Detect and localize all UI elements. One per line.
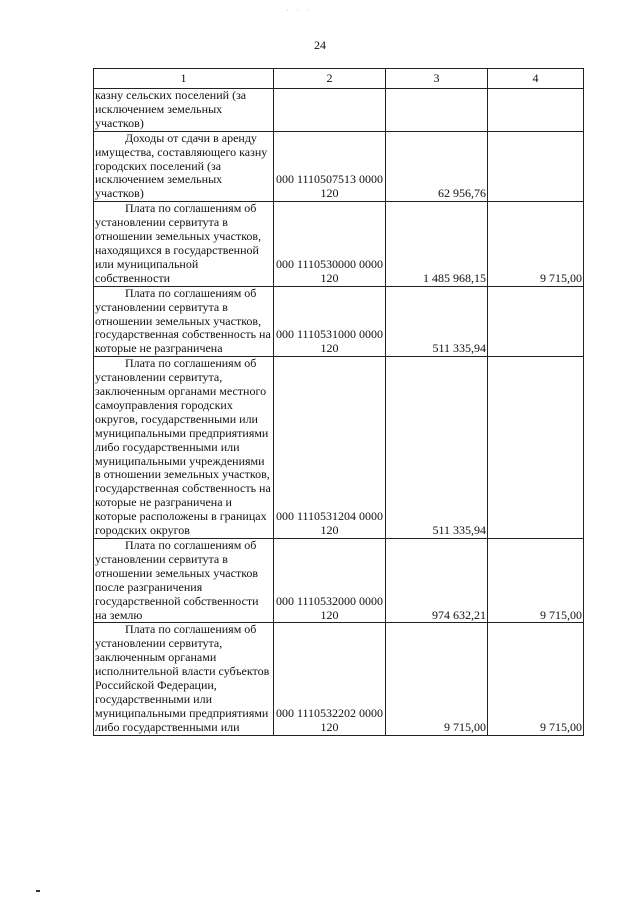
scan-dots: · · · [286,6,313,15]
row-name: Плата по соглашениям об установлении сервитута в отношении земельных участков, находящихся в государственной или муниципальной собственности [94,202,274,286]
table-row [94,623,584,735]
table-row [94,539,584,623]
revenue-table [93,68,584,736]
column-header-1: 1 [94,69,274,89]
row-col4-value [488,357,584,539]
row-col3-value: 511 335,94 [386,286,488,357]
table-row [94,89,584,132]
row-col3-value: 62 956,76 [386,131,488,202]
row-col3-value: 1 485 968,15 [386,202,488,286]
row-col4-value [488,286,584,357]
row-col4-value [488,131,584,202]
row-col4-value: 9 715,00 [488,202,584,286]
row-code: 000 1110532000 0000 120 [274,539,386,623]
row-col3-value: 9 715,00 [386,623,488,735]
row-code: 000 1110507513 0000 120 [274,131,386,202]
row-name: Плата по соглашениям об установлении сервитута, заключенным органами местного самоуправления городских округов, государственными или муниципальными предприятиями либо государственными или муниципальными учреждениями в отношении земельных участков, государственная собственность на которые не разграничена и которые расположены в границах городских округов [94,357,274,539]
row-code: 000 1110530000 0000 120 [274,202,386,286]
page-number: 24 [314,38,326,52]
table-row [94,286,584,357]
row-code: 000 1110531204 0000 120 [274,357,386,539]
row-name: Плата по соглашениям об установлении сервитута в отношении земельных участков после разграничения государственной собственности на землю [94,539,274,623]
column-header-2: 2 [274,69,386,89]
row-name: Плата по соглашениям об установлении сервитута в отношении земельных участков, государственная собственность на которые не разграничена [94,286,274,357]
column-header-3: 3 [386,69,488,89]
row-code [274,89,386,132]
margin-mark [36,890,40,892]
row-name: казну сельских поселений (за исключением земельных участков) [94,89,274,132]
row-col4-value: 9 715,00 [488,623,584,735]
table-header-row [94,69,584,89]
row-name: Доходы от сдачи в аренду имущества, составляющего казну городских поселений (за исключением земельных участков) [94,131,274,202]
row-col3-value [386,89,488,132]
column-header-4: 4 [488,69,584,89]
row-col3-value: 974 632,21 [386,539,488,623]
table-row [94,357,584,539]
row-col3-value: 511 335,94 [386,357,488,539]
row-name: Плата по соглашениям об установлении сервитута, заключенным органами исполнительной власти субъектов Российской Федерации, государственными или муниципальными предприятиями либо государственными или [94,623,274,735]
table-row [94,131,584,202]
row-col4-value [488,89,584,132]
table-row [94,202,584,286]
row-code: 000 1110532202 0000 120 [274,623,386,735]
row-code: 000 1110531000 0000 120 [274,286,386,357]
row-col4-value: 9 715,00 [488,539,584,623]
